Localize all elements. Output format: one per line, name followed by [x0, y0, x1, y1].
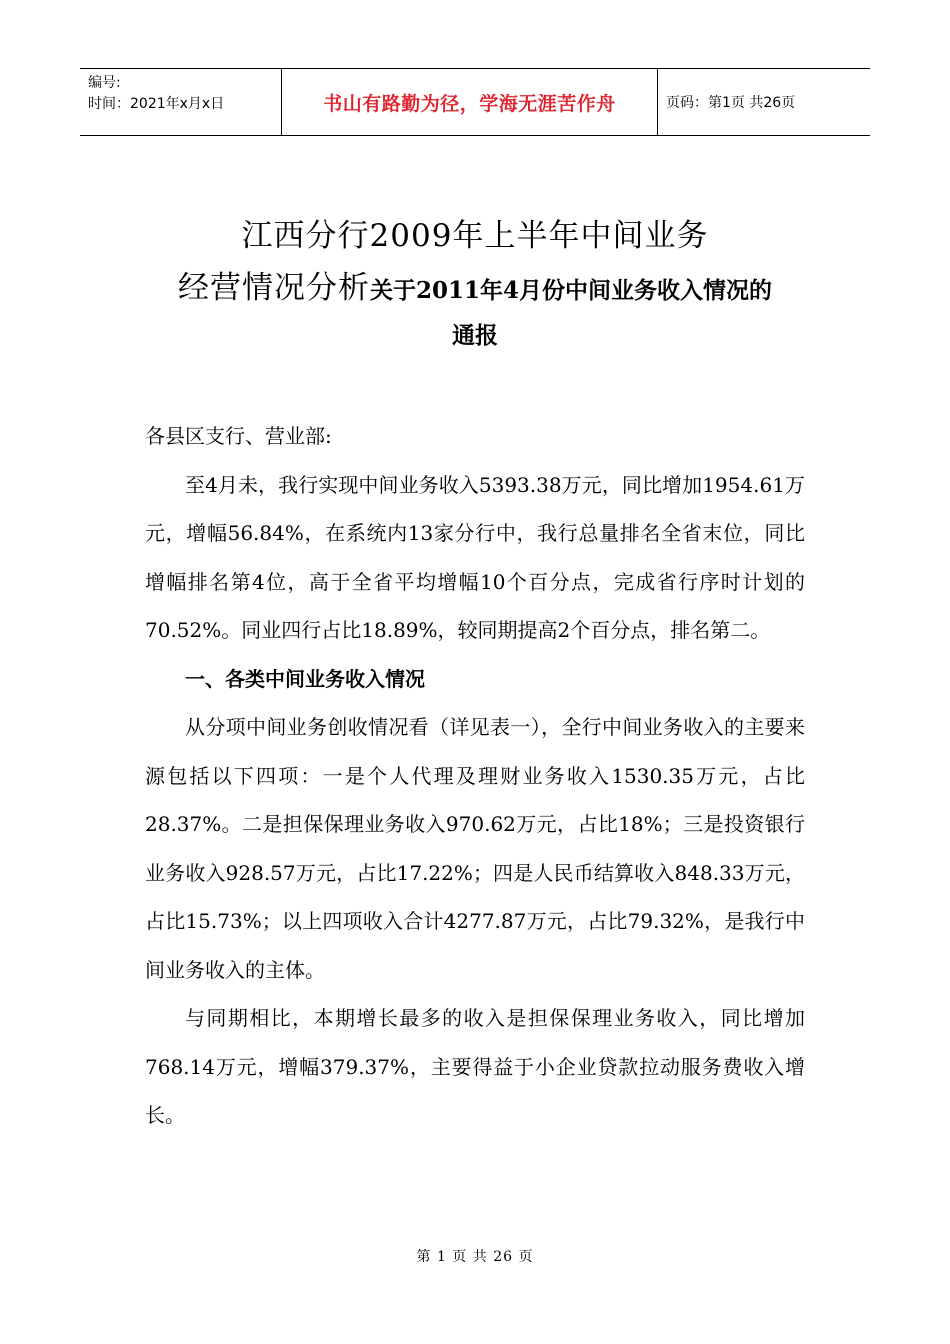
document-title-line2	[0, 266, 950, 315]
document-time-label: 时间：2021年x月x日	[88, 96, 225, 112]
header-meta-cell	[80, 69, 282, 135]
salutation: 各县区支行、营业部:	[145, 424, 332, 448]
document-body	[145, 412, 805, 1140]
paragraph-2: 从分项中间业务创收情况看（详见表一），全行中间业务收入的主要来源包括以下四项：一是个人代理及理财业务收入1530.35万元，占比28.37%。二是担保保理业务收入970.62万元，占比18%；三是投资银行业务收入928.57万元，占比17.22%；四是人民币结算收入848.33万元，占比15.73%；以上四项收入合计4277.87万元，占比79.32%，是我行中间业务收入的主体。	[145, 715, 805, 982]
document-title-line2-part2: 关于2011年4月份中间业务收入情况的	[369, 277, 773, 304]
section-heading-1: 一、各类中间业务收入情况	[185, 666, 425, 691]
page-footer: 第 1 页 共 26 页	[416, 1249, 534, 1265]
header-table	[80, 68, 870, 136]
header-page-info: 页码：第1页 共26页	[666, 95, 796, 111]
paragraph-1: 至4月未，我行实现中间业务收入5393.38万元，同比增加1954.61万元，增幅56.84%，在系统内13家分行中，我行总量排名全省末位，同比增幅排名第4位，高于全省平均增幅10个百分点，完成省行序时计划的70.52%。同业四行占比18.89%，较同期提高2个百分点，排名第二。	[145, 472, 805, 642]
document-title-line2-part1: 经营情况分析	[177, 270, 370, 306]
paragraph-3: 与同期相比，本期增长最多的收入是担保保理业务收入，同比增加768.14万元，增幅379.37%，主要得益于小企业贷款拉动服务费收入增长。	[145, 1006, 805, 1127]
document-title-line3: 通报	[452, 322, 498, 349]
header-motto: 书山有路勤为径，学海无涯苦作舟	[282, 69, 658, 135]
document-title-line1: 江西分行2009年上半年中间业务	[241, 218, 709, 254]
document-number-label: 编号:	[88, 75, 121, 91]
